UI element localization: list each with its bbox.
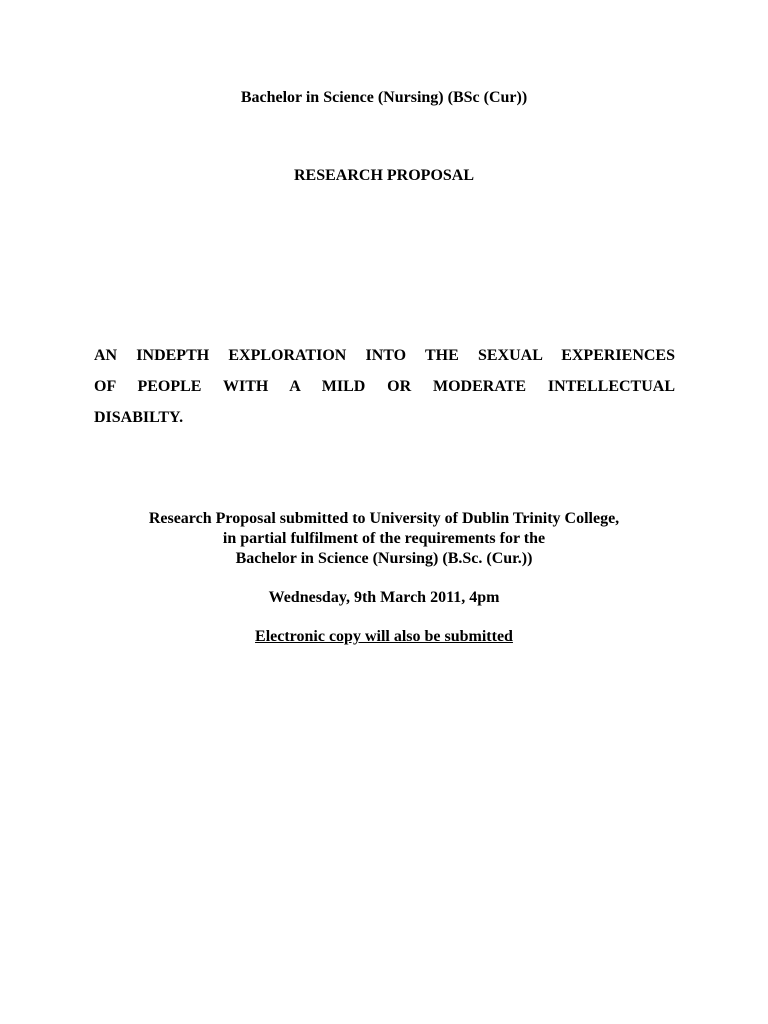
proposal-title (94, 340, 675, 433)
proposal-title-line-1: AN INDEPTH EXPLORATION INTO THE SEXUAL EXPERIENCES (94, 347, 675, 364)
degree-heading: Bachelor in Science (Nursing) (BSc (Cur)) (240, 89, 528, 106)
proposal-title-line-2: OF PEOPLE WITH A MILD OR MODERATE INTELLECTUAL (94, 378, 675, 395)
electronic-copy-note-wrapper (0, 627, 768, 647)
proposal-title-line-3: DISABILTY. (94, 409, 184, 426)
document-type-heading: RESEARCH PROPOSAL (293, 167, 475, 184)
electronic-copy-note: Electronic copy will also be submitted (255, 628, 513, 645)
submission-statement-line-1: Research Proposal submitted to University of Dublin Trinity College, (148, 510, 620, 527)
submission-statement-line-2: in partial fulfilment of the requirements for the (222, 530, 546, 547)
submission-statement-line-3: Bachelor in Science (Nursing) (B.Sc. (Cur.)) (235, 550, 533, 567)
submission-date: Wednesday, 9th March 2011, 4pm (268, 589, 500, 606)
